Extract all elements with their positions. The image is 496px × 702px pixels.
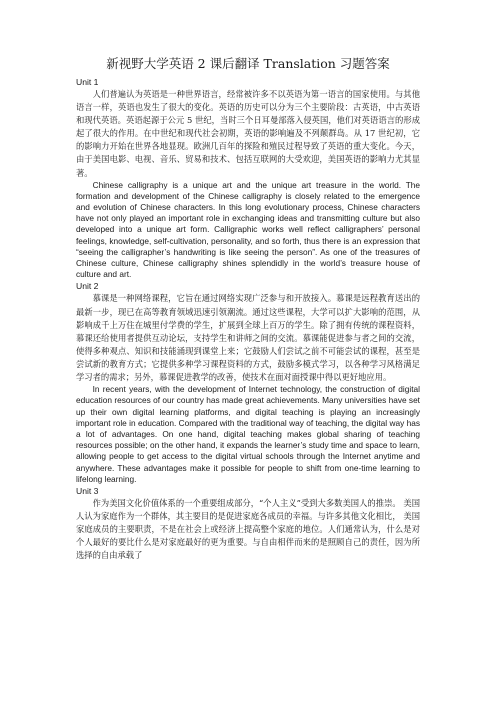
unit-2-heading: Unit 2: [76, 281, 99, 292]
unit-1-english-paragraph: Chinese calligraphy is a unique art and the unique art treasure in the world. The formation and development of the Chinese calligraphy is closely related to the emergence and evolution of Chinese characters. In this long evolutionary process, Chinese characters have not only played an important role in exchanging ideas and transmitting culture but also developed into a unique art form. Calligraphic works well reflect calligraphers’ personal feelings, knowledge, self-cultivation, personality, and so forth, thus there is an expression that “seeing the calligrapher’s handwriting is like seeing the person”. As one of the treasures of Chinese culture, Chinese calligraphy shines splendidly in the world’s treasure house of culture and art.: [76, 179, 420, 280]
document-title: 新视野大学英语 2 课后翻译 Translation 习题答案: [106, 56, 390, 71]
unit-3-chinese-paragraph: 作为美国文化价值体系的一个重要组成部分，“个人主义”受到大多数美国人的推崇。 美国人认为家庭作为一个群体，其主要目的是促进家庭各成员的幸福。与许多其他文化相比， 美国家庭成员的主要职责，不是在社会上或经济上提高整个家庭的地位。人们通常认为，什么是对个人最好的要比什么是对家庭最好的更为重要。与自由相伴而来的是照顾自己的责任，因为所选择的自由承载了: [76, 497, 420, 561]
unit-2-english-paragraph: In recent years, with the development of Internet technology, the construction of digital education resources of our country has made great achievements. Many universities have set up their own digital learning platforms, and digital teaching is playing an increasingly important role in education. Compared with the traditional way of teaching, the digital way has a lot of advantages. On one hand, digital teaching makes global sharing of teaching resources possible; on the other hand, it expands the learner’s study time and space to learn, allowing people to get access to the digital virtual schools through the Internet anytime and anywhere. These advantages make it possible for people to shift from one-time learning to lifelong learning.: [76, 384, 420, 484]
unit-1-heading: Unit 1: [76, 77, 99, 87]
unit-2-chinese-paragraph: 慕课是一种网络课程，它旨在通过网络实现广泛参与和开放接入。慕课是远程教育送出的最新一步，现已在高等教育领域迅速引领潮流。通过这些课程，大学可以扩大影响的范围，从影响成千上万住在城里付学费的学生，扩展到全球上百万的学生。除了拥有传统的课程资料，慕课还给使用者提供互动论坛，支持学生和讲师之间的交流。慕课能促进参与者之间的交流，使得多种观点、知识和技能涌现到课堂上来；它鼓励人们尝试之前不可能尝试的课程，甚至是尝试新的教育方式；它提供多种学习课程资料的方式，鼓励多模式学习，以各种学习风格满足学习者的需求；另外，慕课促进教学的改善，使技术在面对面授课中得以更好地应用。: [76, 293, 420, 383]
unit-3-heading: Unit 3: [76, 485, 99, 496]
unit-1-chinese-paragraph: 人们普遍认为英语是一种世界语言，经常被许多不以英语为第一语言的国家使用。与其他语言一样，英语也发生了很大的变化。英语的历史可以分为三个主要阶段：古英语，中古英语和现代英语。英语起源于公元 5 世纪，当时三个日耳曼部落入侵英国，他们对英语语言的形成起了很大的作用。在中世纪和现代社会初期，英语的影响遍及不列颠群岛。从 17 世纪初，它的影响力开始在世界各地显现。欧洲几百年的探险和殖民过程导致了英语的重大变化。今天，由于美国电影、电视、音乐、贸易和技术、包括互联网的大受欢迎，美国英语的影响力尤其显著。: [76, 89, 420, 178]
